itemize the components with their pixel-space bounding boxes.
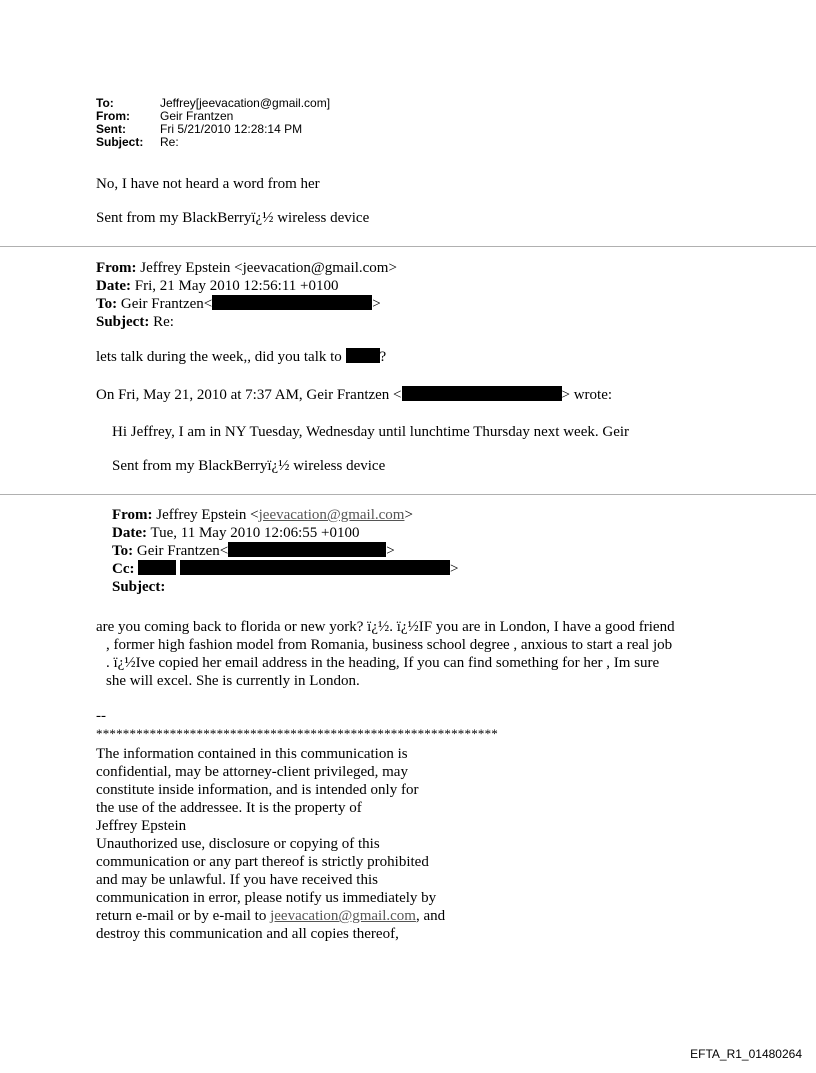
from-label: From:: [112, 507, 153, 523]
sent-label: Sent:: [96, 122, 126, 136]
redaction-bar: [346, 348, 380, 363]
header3-to-row: [112, 542, 458, 560]
email-header-top: [96, 97, 330, 149]
redaction-bar: [180, 560, 450, 575]
signature-stars: ************************************************************: [96, 726, 498, 741]
redaction-bar: [402, 386, 562, 401]
header2-subject-row: [96, 313, 397, 331]
subject-label: Subject:: [96, 135, 144, 149]
to-label: To:: [96, 96, 114, 110]
to-label: To:: [112, 543, 134, 559]
separator-line: [0, 246, 816, 247]
from-close: >: [404, 507, 413, 523]
subject-value: Re:: [153, 314, 174, 330]
header-subject-row: [96, 136, 330, 149]
cc-label: Cc:: [112, 561, 135, 577]
quoted-body: Hi Jeffrey, I am in NY Tuesday, Wednesday until lunchtime Thursday next week. Geir: [112, 424, 630, 440]
disclaimer-line: communication in error, please notify us immediately by: [96, 890, 437, 906]
body-text: lets talk during the week,, did you talk to: [96, 349, 342, 365]
subject-label: Subject:: [96, 314, 150, 330]
to-close: >: [386, 543, 395, 559]
disclaimer-line: constitute inside information, and is intended only for: [96, 782, 419, 798]
disclaimer-text: return e-mail or by e-mail to: [96, 908, 271, 924]
disclaimer-line: communication or any part thereof is strictly prohibited: [96, 854, 429, 870]
message-body: No, I have not heard a word from her: [96, 176, 320, 192]
quote-intro-text: On Fri, May 21, 2010 at 7:37 AM, Geir Frantzen <: [96, 387, 402, 403]
message-body-2: [96, 348, 386, 366]
date-label: Date:: [96, 278, 131, 294]
header2-to-row: [96, 295, 397, 313]
email-header-second: [96, 259, 397, 331]
disclaimer-line: destroy this communication and all copies thereof,: [96, 926, 399, 942]
header2-date-row: [96, 277, 397, 295]
disclaimer-line: The information contained in this communication is: [96, 746, 408, 762]
signature-dashes: --: [96, 708, 106, 724]
header3-date-row: [112, 524, 458, 542]
disclaimer-line: confidential, may be attorney-client privileged, may: [96, 764, 408, 780]
date-label: Date:: [112, 525, 147, 541]
body-line: . ï¿½Ive copied her email address in the heading, If you can find something for her , Im sure: [106, 655, 660, 671]
disclaimer-line: [96, 907, 536, 925]
disclaimer-line: the use of the addressee. It is the property of: [96, 800, 362, 816]
confidentiality-disclaimer: [96, 745, 536, 943]
from-email-link[interactable]: jeevacation@gmail.com: [258, 507, 405, 523]
redaction-bar: [212, 295, 372, 310]
from-value: Jeffrey Epstein <jeevacation@gmail.com>: [140, 260, 397, 276]
to-close: >: [372, 296, 381, 312]
body-line: are you coming back to florida or new york? ï¿½. ï¿½IF you are in London, I have a good friend: [96, 619, 675, 635]
date-value: Tue, 11 May 2010 12:06:55 +0100: [150, 525, 360, 541]
subject-label: Subject:: [112, 579, 166, 595]
body-line: , former high fashion model from Romania, business school degree , anxious to start a real job: [106, 637, 673, 653]
cc-close: >: [450, 561, 459, 577]
to-value: Geir Frantzen<: [136, 543, 229, 559]
sent-value: Fri 5/21/2010 12:28:14 PM: [160, 122, 303, 136]
redaction-bar: [228, 542, 386, 557]
disclaimer-text-end: , and: [415, 908, 446, 924]
header3-subject-row: [112, 578, 458, 596]
email-header-third: [112, 506, 458, 596]
to-label: To:: [96, 296, 118, 312]
quote-intro: [96, 386, 612, 404]
from-name: Jeffrey Epstein <: [156, 507, 259, 523]
body-text-end: ?: [379, 349, 387, 365]
document-id: EFTA_R1_01480264: [690, 1047, 802, 1061]
subject-value: Re:: [160, 135, 179, 149]
to-value: Geir Frantzen<: [120, 296, 213, 312]
body-line: she will excel. She is currently in London.: [106, 673, 360, 689]
to-value: Jeffrey[jeevacation@gmail.com]: [160, 96, 331, 110]
quote-intro-end: > wrote:: [561, 387, 613, 403]
disclaimer-line: and may be unlawful. If you have received this: [96, 872, 378, 888]
quoted-signature: Sent from my BlackBerryï¿½ wireless device: [112, 458, 386, 474]
date-value: Fri, 21 May 2010 12:56:11 +0100: [134, 278, 339, 294]
disclaimer-email-link[interactable]: jeevacation@gmail.com: [270, 908, 416, 924]
from-label: From:: [96, 260, 137, 276]
separator-line: [0, 494, 816, 495]
message-signature: Sent from my BlackBerryï¿½ wireless device: [96, 210, 370, 226]
disclaimer-line: Jeffrey Epstein: [96, 818, 187, 834]
redaction-bar: [138, 560, 176, 575]
header2-from-row: [96, 259, 397, 277]
message-body-3: [96, 618, 736, 690]
from-label: From:: [96, 109, 130, 123]
header3-from-row: [112, 506, 458, 524]
from-value: Geir Frantzen: [160, 109, 234, 123]
disclaimer-line: Unauthorized use, disclosure or copying of this: [96, 836, 380, 852]
header3-cc-row: [112, 560, 458, 578]
